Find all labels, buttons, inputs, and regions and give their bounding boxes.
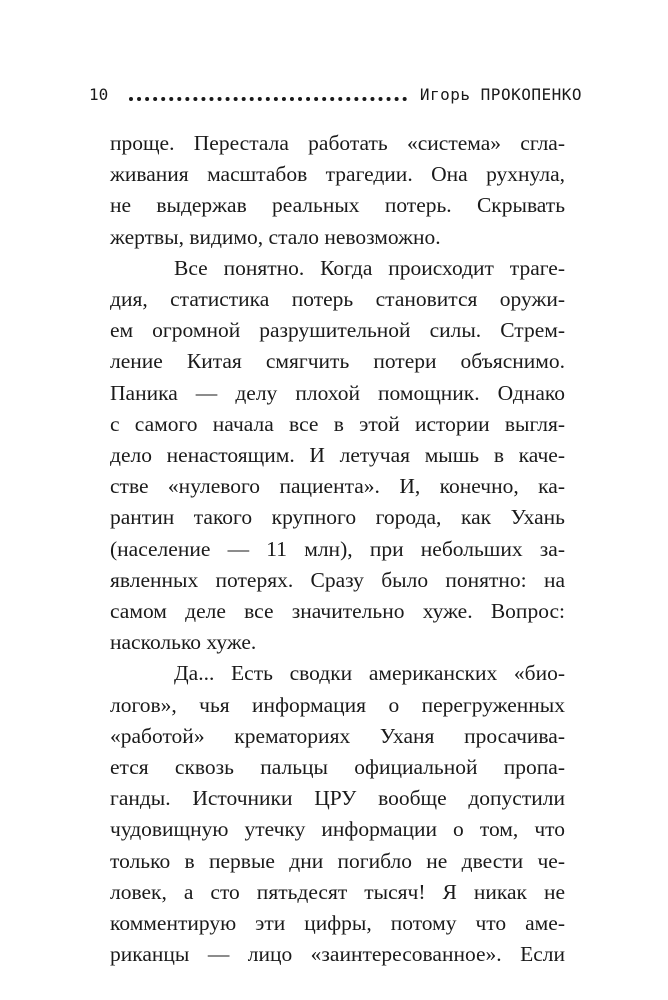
text-line: ется сквозь пальцы официальной пропа- xyxy=(110,755,565,780)
text-line: ловек, а сто пятьдесят тысяч! Я никак не xyxy=(110,879,565,904)
text-line: ганды. Источники ЦРУ вообще допустили xyxy=(110,786,565,811)
text-line: не выдержав реальных потерь. Скрывать xyxy=(110,193,565,218)
text-line: самом деле все значительно хуже. Вопрос: xyxy=(110,599,565,624)
text-line: логов», чья информация о перегруженных xyxy=(110,692,565,717)
text-line: дия, статистика потерь становится оружи- xyxy=(110,287,565,312)
text-line: жертвы, видимо, стало невозможно. xyxy=(110,224,441,249)
text-line: чудовищную утечку информации о том, что xyxy=(110,817,565,842)
paragraph xyxy=(110,128,565,253)
text-line: (население — 11 млн), при небольших за- xyxy=(110,536,565,561)
text-line: Паника — делу плохой помощник. Однако xyxy=(110,380,565,405)
text-line: стве «нулевого пациента». И, конечно, ка- xyxy=(110,474,565,499)
text-line: «работой» крематориях Уханя просачива- xyxy=(110,723,565,748)
text-line: ление Китая смягчить потери объяснимо. xyxy=(110,349,565,374)
text-line: Все понятно. Когда происходит траге- xyxy=(174,255,565,280)
text-line: Да... Есть сводки американских «био- xyxy=(174,661,565,686)
text-line: насколько хуже. xyxy=(110,630,257,655)
text-line: риканцы — лицо «заинтересованное». Если xyxy=(110,942,565,967)
leader-dots xyxy=(129,97,407,101)
text-line: с самого начала все в этой истории выгля- xyxy=(110,411,565,436)
text-line: рантин такого крупного города, как Ухань xyxy=(110,505,565,530)
running-header xyxy=(89,82,582,108)
paragraph xyxy=(110,658,565,970)
text-line: ем огромной разрушительной силы. Стрем- xyxy=(110,318,565,343)
text-line: живания масштабов трагедии. Она рухнула, xyxy=(110,162,565,187)
body-text xyxy=(110,128,565,970)
text-line: только в первые дни погибло не двести че- xyxy=(110,848,565,873)
text-line: явленных потерях. Сразу было понятно: на xyxy=(110,567,565,592)
text-line: проще. Перестала работать «система» сгла- xyxy=(110,131,565,155)
text-line: комментирую эти цифры, потому что аме- xyxy=(110,911,565,936)
page-number: 10 xyxy=(89,85,109,104)
header-author: Игорь ПРОКОПЕНКО xyxy=(419,85,582,104)
text-line: дело ненастоящим. И летучая мышь в каче- xyxy=(110,443,565,468)
paragraph xyxy=(110,253,565,659)
